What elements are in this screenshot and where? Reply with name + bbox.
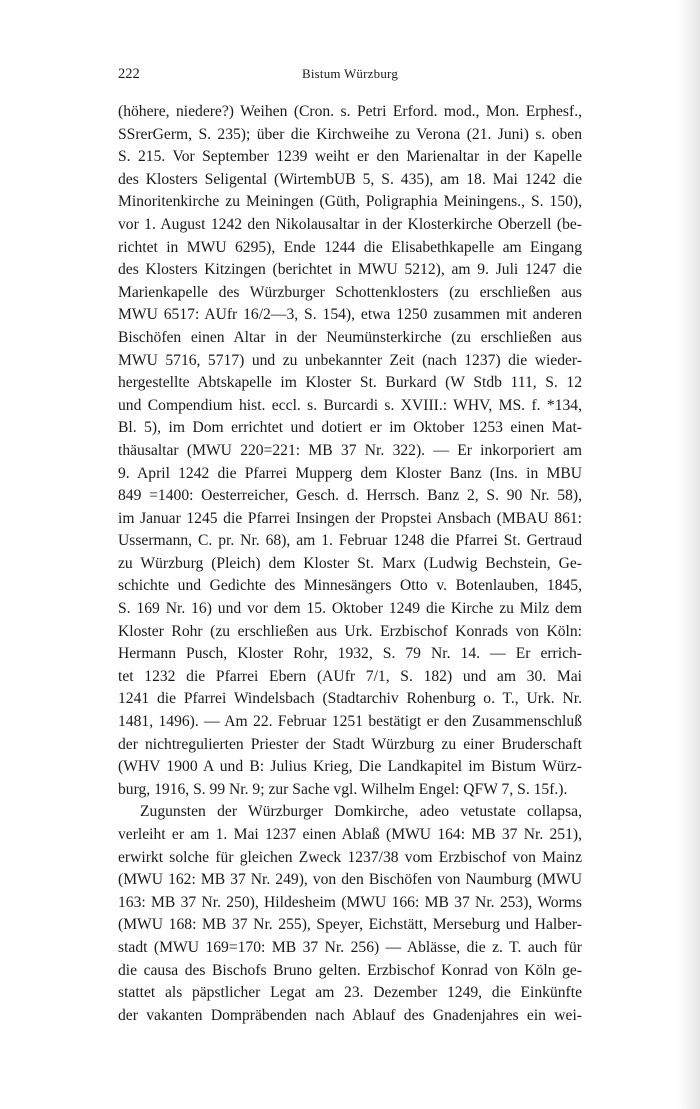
text-line: Zugunsten der Würzburger Domkirche, adeo vetustate collapsa,	[140, 803, 582, 821]
text-line: verleiht er am 1. Mai 1237 einen Ablaß (MWU 164: MB 37 Nr. 251),	[118, 826, 582, 843]
text-line: stadt (MWU 169=170: MB 37 Nr. 256) — Ablässe, die z. T. auch für	[118, 938, 582, 956]
text-line: und Compendium hist. eccl. s. Burcardi s. XVIII.: WHV, MS. f. *134,	[118, 396, 582, 414]
text-line: richtet in MWU 6295), Ende 1244 die Elisabethkapelle am Eingang	[118, 238, 582, 256]
text-line: (MWU 162: MB 37 Nr. 249), von den Bischöfen von Naumburg (MWU	[118, 871, 582, 889]
text-line: (MWU 168: MB 37 Nr. 255), Speyer, Eichstätt, Merseburg und Halber-	[118, 916, 582, 934]
text-line: Ussermann, C. pr. Nr. 68), am 1. Februar 1248 die Pfarrei St. Gertraud	[118, 532, 582, 550]
text-line: (WHV 1900 A und B: Julius Krieg, Die Landkapitel im Bistum Würz-	[118, 758, 582, 776]
text-line: des Klosters Kitzingen (berichtet in MWU 5212), am 9. Juli 1247 die	[118, 261, 582, 279]
text-line: S. 169 Nr. 16) und vor dem 15. Oktober 1249 die Kirche zu Milz dem	[118, 600, 582, 618]
text-line: die causa des Bischofs Bruno gelten. Erzbischof Konrad von Köln ge-	[118, 961, 582, 979]
text-line: Bischöfen einen Altar in der Neumünsterkirche (zu erschließen aus	[118, 328, 582, 346]
text-line: zu Würzburg (Pleich) dem Kloster St. Marx (Ludwig Bechstein, Ge-	[118, 554, 582, 572]
text-line: vor 1. August 1242 den Nikolausaltar in der Klosterkirche Oberzell (be-	[118, 215, 582, 233]
page-header	[118, 66, 582, 86]
text-line: der nichtregulierten Priester der Stadt Würzburg zu einer Bruderschaft	[118, 735, 582, 753]
page-edge-shadow	[678, 0, 700, 1109]
text-line: MWU 6517: AUfr 16/2—3, S. 154), etwa 1250 zusammen mit anderen	[118, 306, 582, 324]
text-line: (höhere, niedere?) Weihen (Cron. s. Petri Erford. mod., Mon. Erphesf.,	[118, 103, 582, 120]
text-line: hergestellte Abtskapelle im Kloster St. Burkard (W Stdb 111, S. 12	[118, 374, 582, 392]
text-line: burg, 1916, S. 99 Nr. 9; zur Sache vgl. Wilhelm Engel: QFW 7, S. 15f.).	[118, 780, 568, 798]
page-number: 222	[118, 66, 140, 82]
text-line: 9. April 1242 die Pfarrei Mupperg dem Kloster Banz (Ins. in MBU	[118, 464, 582, 482]
text-line: Marienkapelle des Würzburger Schottenklosters (zu erschließen aus	[118, 283, 582, 301]
text-line: tet 1232 die Pfarrei Ebern (AUfr 7/1, S. 182) und am 30. Mai	[118, 667, 582, 685]
text-line: MWU 5716, 5717) und zu unbekannter Zeit (nach 1237) die wieder-	[118, 351, 582, 369]
text-line: Bl. 5), im Dom errichtet und dotiert er im Oktober 1253 einen Mat-	[118, 419, 582, 437]
text-line: der vakanten Dompräbenden nach Ablauf des Gnadenjahres ein wei-	[118, 1006, 582, 1024]
body-text	[118, 101, 582, 1027]
text-line: erwirkt solche für gleichen Zweck 1237/38 vom Erzbischof von Mainz	[118, 848, 582, 866]
text-line: Minoritenkirche zu Meiningen (Güth, Poligraphia Meiningens., S. 150),	[118, 193, 582, 211]
text-line: SSrerGerm, S. 235); über die Kirchweihe zu Verona (21. Juni) s. oben	[118, 125, 582, 143]
text-line: 849 =1400: Oesterreicher, Gesch. d. Herrsch. Banz 2, S. 90 Nr. 58),	[118, 487, 582, 505]
text-line: thäusaltar (MWU 220=221: MB 37 Nr. 322). — Er inkorporiert am	[118, 441, 582, 459]
text-line: 1481, 1496). — Am 22. Februar 1251 bestätigt er den Zusammenschluß	[118, 713, 582, 731]
text-line: stattet als päpstlicher Legat am 23. Dezember 1249, die Einkünfte	[118, 984, 582, 1002]
text-line: Hermann Pusch, Kloster Rohr, 1932, S. 79 Nr. 14. — Er errich-	[118, 645, 582, 663]
text-line: des Klosters Seligental (WirtembUB 5, S. 435), am 18. Mai 1242 die	[118, 170, 582, 188]
text-line: 1241 die Pfarrei Windelsbach (Stadtarchiv Rohenburg o. T., Urk. Nr.	[118, 690, 582, 708]
text-line: im Januar 1245 die Pfarrei Insingen der Propstei Ansbach (MBAU 861:	[118, 509, 582, 527]
running-title: Bistum Würzburg	[301, 66, 399, 81]
text-line: Kloster Rohr (zu erschließen aus Urk. Erzbischof Konrads von Köln:	[118, 622, 582, 640]
text-line: S. 215. Vor September 1239 weiht er den Marienaltar in der Kapelle	[118, 148, 582, 166]
text-line: 163: MB 37 Nr. 250), Hildesheim (MWU 166: MB 37 Nr. 253), Worms	[118, 893, 582, 911]
text-line: schichte und Gedichte des Minnesängers Otto v. Botenlauben, 1845,	[118, 577, 582, 595]
